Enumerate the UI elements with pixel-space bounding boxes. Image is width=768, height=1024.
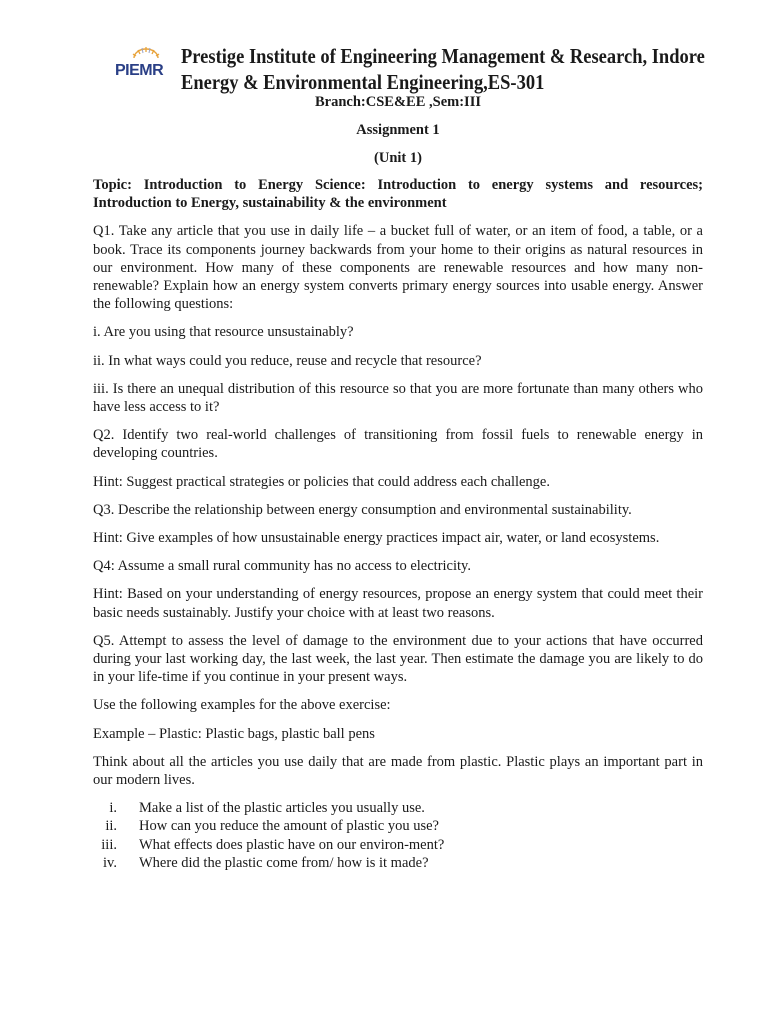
question-2: Q2. Identify two real-world challenges of transitioning from fossil fuels to renewable energy in developing countries. (93, 427, 703, 462)
piemr-logo (112, 44, 174, 80)
list-item (93, 854, 703, 872)
hint-q3: Hint: Give examples of how unsustainable energy practices impact air, water, or land ecosystems. (93, 530, 660, 547)
plastic-question-list (93, 799, 703, 872)
list-item-number: ii. (105, 818, 117, 835)
hint-q4: Hint: Based on your understanding of energy resources, propose an energy system that could meet their basic needs sustainably. Justify your choice with at least two reasons. (93, 586, 703, 621)
document-header (112, 40, 712, 96)
list-item-text: What effects does plastic have on our environ-ment? (139, 836, 445, 853)
list-item (93, 836, 703, 854)
list-item-number: iii. (101, 836, 117, 853)
unit-label: (Unit 1) (374, 150, 422, 166)
question-3: Q3. Describe the relationship between energy consumption and environmental sustainability. (93, 501, 632, 518)
document-body (93, 176, 703, 872)
list-item-text: How can you reduce the amount of plastic you use? (139, 818, 439, 835)
list-item-text: Where did the plastic come from/ how is it made? (139, 854, 429, 871)
question-5: Q5. Attempt to assess the level of damage to the environment due to your actions that have occurred during your last working day, the last week, the last year. Then estimate the damage you are likely to do in your life-time if you continue in your present ways. (93, 632, 703, 686)
plastic-example: Example – Plastic: Plastic bags, plastic ball pens (93, 725, 375, 742)
list-item-number: i. (109, 800, 117, 817)
institute-name: Prestige Institute of Engineering Management & Research, Indore (181, 44, 705, 68)
logo-lettering: PIEMR (115, 62, 164, 79)
branch-semester: Branch:CSE&EE ,Sem:III (315, 94, 481, 110)
list-item-number: iv. (103, 854, 117, 871)
logo-sunburst (133, 47, 159, 58)
exercise-intro: Use the following examples for the above exercise: (93, 697, 391, 714)
question-1: Q1. Take any article that you use in daily life – a bucket full of water, or an item of food, a table, or a book. Trace its components journey backwards from your home to their origins as natural resources in our environment. How many of these components are renewable resources and how many non-renewable? Explain how an energy system converts primary energy sources into usable energy. Answer the following questions: (93, 223, 703, 313)
list-item (93, 817, 703, 835)
sub-question-ii: ii. In what ways could you reduce, reuse and recycle that resource? (93, 352, 482, 369)
course-title: Energy & Environmental Engineering,ES-301 (181, 70, 545, 94)
question-4: Q4: Assume a small rural community has no access to electricity. (93, 558, 471, 575)
piemr-logo-graphic (112, 44, 174, 80)
list-item-text: Make a list of the plastic articles you usually use. (139, 800, 425, 817)
topic-heading: Topic: Introduction to Energy Science: Introduction to energy systems and resources; Introduction to Energy, sustainability & the environment (93, 177, 703, 212)
sub-question-i: i. Are you using that resource unsustainably? (93, 324, 354, 341)
sub-question-iii: iii. Is there an unequal distribution of this resource so that you are more fortunate than many others who have less access to it? (93, 380, 703, 416)
assignment-title: Assignment 1 (356, 122, 440, 138)
plastic-paragraph: Think about all the articles you use daily that are made from plastic. Plastic plays an important part in our modern lives. (93, 753, 703, 789)
hint-q2: Hint: Suggest practical strategies or policies that could address each challenge. (93, 473, 550, 490)
list-item (93, 799, 703, 817)
